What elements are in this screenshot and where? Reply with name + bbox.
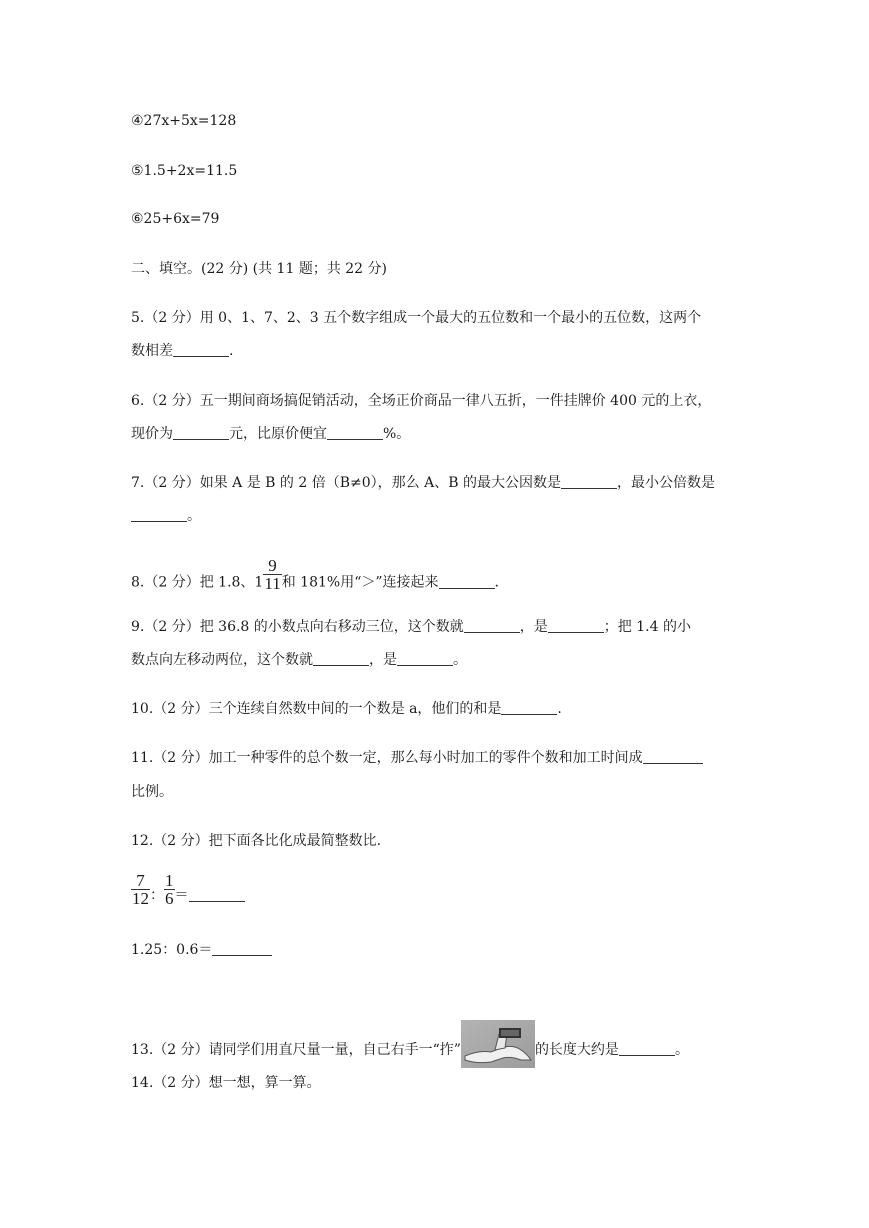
fraction-7-12: $\frac{7}{12}$: [132, 871, 149, 908]
answer-blank[interactable]: [561, 474, 617, 489]
hand-span-photo: [461, 1020, 535, 1068]
question-12-ratio-1: $\frac{7}{12}$ ： $\frac{1}{6}$ ＝: [131, 872, 245, 907]
fraction-9-11: $\frac{9}{11}$: [264, 556, 281, 593]
question-12: 12.（2 分）把下面各比化成最简整数比.: [131, 833, 382, 849]
section-heading: 二、填空。(22 分) (共 11 题；共 22 分): [131, 261, 387, 277]
answer-blank[interactable]: [313, 651, 369, 666]
question-7-line-2: 。: [131, 507, 201, 525]
question-14: 14.（2 分）想一想，算一算。: [131, 1075, 321, 1091]
question-12-ratio-2: 1.25：0.6＝: [131, 941, 272, 959]
question-9-line-2: 数点向左移动两位，这个数就 ，是 。: [131, 652, 467, 668]
question-8: 8.（2 分）把 1.8、1 $\frac{9}{11}$ 和 181%用“＞”连接起来 .: [131, 556, 499, 593]
answer-blank[interactable]: [327, 425, 383, 440]
answer-blank[interactable]: [173, 425, 229, 440]
question-5-line-2: 数相差 .: [131, 343, 234, 359]
question-9-line-1: 9.（2 分）把 36.8 的小数点向右移动三位，这个数就 ，是 ；把 1.4 的小: [131, 619, 691, 635]
answer-blank[interactable]: [173, 342, 229, 357]
question-11-line-2: 比例。: [131, 784, 173, 800]
fraction-1-6: $\frac{1}{6}$: [165, 871, 174, 908]
question-6-line-1: 6.（2 分）五一期间商场搞促销活动，全场正价商品一律八五折，一件挂牌价 400 元的上衣，: [131, 393, 712, 409]
question-7-line-1: 7.（2 分）如果 A 是 B 的 2 倍（B≠0），那么 A、B 的最大公因数是 ，最小公倍数是: [131, 475, 715, 491]
answer-blank[interactable]: [439, 574, 495, 589]
answer-blank[interactable]: [464, 618, 520, 633]
question-10: 10.（2 分）三个连续自然数中间的一个数是 a，他们的和是 .: [131, 701, 562, 717]
answer-blank[interactable]: [397, 651, 453, 666]
answer-blank[interactable]: [548, 618, 604, 633]
equation-5: ⑤1.5+2x=11.5: [131, 163, 238, 179]
question-13: 13.（2 分）请同学们用直尺量一量，自己右手一“拃” 的长度大约是 。: [131, 1026, 689, 1074]
answer-blank[interactable]: [619, 1041, 675, 1056]
question-11-line-1: 11.（2 分）加工一种零件的总个数一定，那么每小时加工的零件个数和加工时间成: [131, 749, 703, 767]
answer-blank[interactable]: [131, 507, 187, 522]
equation-4: ④27x+5x=128: [131, 113, 237, 129]
question-6-line-2: 现价为 元，比原价便宜 %。: [131, 426, 411, 442]
answer-blank[interactable]: [212, 941, 272, 956]
question-5-line-1: 5.（2 分）用 0、1、7、2、3 五个数字组成一个最大的五位数和一个最小的五位数，这两个: [131, 310, 702, 326]
answer-blank[interactable]: [643, 749, 703, 764]
answer-blank[interactable]: [501, 700, 557, 715]
answer-blank[interactable]: [189, 887, 245, 902]
equation-6: ⑥25+6x=79: [131, 211, 220, 227]
